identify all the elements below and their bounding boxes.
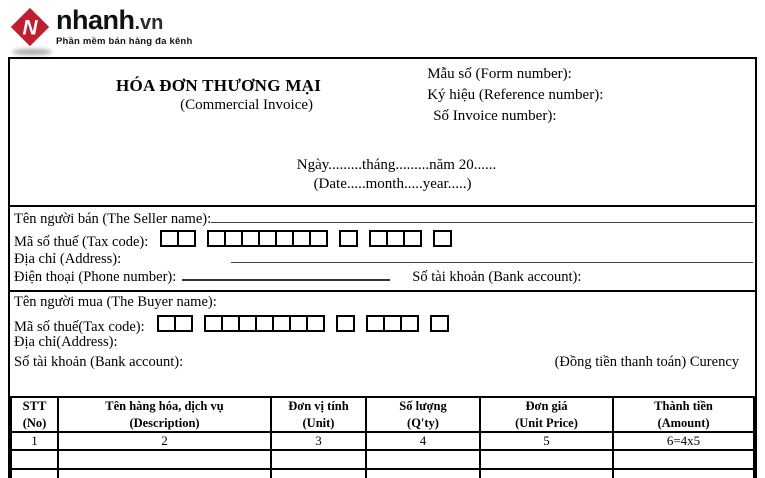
buyer-section [10,290,755,374]
column-index-row [11,432,754,450]
seller-tax-code-boxes [160,230,452,247]
empty-cell [480,469,613,478]
empty-item-row [11,469,754,478]
date-line-en: (Date.....month.....year.....) [313,176,472,192]
seller-phone-fill-line [182,270,390,281]
tax-box-group [207,230,328,247]
col-header-unit: Đơn vị tính (Unit) [271,397,366,432]
tax-box-group [160,230,196,247]
seller-address-fill-line [231,249,753,263]
tax-digit-box [430,315,449,332]
tax-digit-box [306,315,325,332]
empty-item-row [11,450,754,469]
logo-text [56,7,192,47]
nhanh-diamond-icon [10,7,50,47]
empty-cell [11,450,58,469]
index-cell: 4 [366,432,480,450]
seller-name-fill-line [211,209,753,223]
col-header-description: Tên hàng hóa, dịch vụ (Description) [58,397,271,432]
seller-section [10,205,755,290]
brand-name: nhanh [56,5,135,35]
tax-box-group [336,315,355,332]
index-cell: 6=4x5 [613,432,754,450]
buyer-tax-label: Mã số thuế(Tax code): [14,319,145,335]
empty-cell [58,450,271,469]
date-block [10,157,755,193]
seller-phone-label: Điện thoại (Phone number): [14,269,177,285]
tax-digit-box [309,230,328,247]
tax-digit-box [433,230,452,247]
tax-digit-box [339,230,358,247]
tax-box-group [433,230,452,247]
form-number-label: Mẫu số (Form number): [427,66,572,82]
empty-cell [271,469,366,478]
col-header-amount: Thành tiền (Amount) [613,397,754,432]
items-header-row [11,397,754,432]
brand-domain: .vn [134,12,164,34]
col-header-stt: STT (No) [11,397,58,432]
buyer-address-label: Địa chỉ(Address): [14,334,118,350]
brand-tagline: Phần mềm bán hàng đa kênh [56,36,193,47]
tax-box-group [430,315,449,332]
invoice-title-en: (Commercial Invoice) [180,97,314,113]
tax-digit-box [174,315,193,332]
tax-box-group [157,315,193,332]
tax-box-group [339,230,358,247]
empty-cell [271,450,366,469]
date-line-vi: Ngày.........tháng.........năm 20...... [296,157,497,173]
invoice-title-vi: HÓA ĐƠN THƯƠNG MẠI [116,76,322,95]
nhanh-logo-mark [10,7,50,47]
tax-box-group [366,315,419,332]
currency-label: (Đồng tiền thanh toán) Curency [554,354,739,370]
reference-number-label: Ký hiệu (Reference number): [427,87,604,103]
buyer-name-label: Tên người mua (The Buyer name): [14,294,217,310]
seller-name-label: Tên người bán (The Seller name): [14,211,212,227]
seller-tax-label: Mã số thuế (Tax code): [14,234,149,250]
tax-box-group [204,315,325,332]
buyer-bank-label: Số tài khoản (Bank account): [14,354,184,370]
seller-bank-label: Số tài khoản (Bank account): [412,269,582,285]
tax-digit-box [336,315,355,332]
tax-digit-box [177,230,196,247]
svg-text:N: N [22,16,38,40]
empty-cell [11,469,58,478]
logo-shadow [12,49,52,55]
items-table [10,396,755,478]
index-cell: 1 [11,432,58,450]
seller-address-label: Địa chỉ (Address): [14,251,122,267]
nhanh-logo [10,7,192,47]
col-header-quantity: Số lượng (Q'ty) [366,397,480,432]
col-header-unit-price: Đơn giá (Unit Price) [480,397,613,432]
index-cell: 2 [58,432,271,450]
empty-cell [613,469,754,478]
empty-cell [480,450,613,469]
index-cell: 3 [271,432,366,450]
tax-digit-box [403,230,422,247]
invoice-number-label: Số Invoice number): [433,108,557,124]
invoice-form [8,57,757,478]
index-cell: 5 [480,432,613,450]
tax-digit-box [400,315,419,332]
empty-cell [58,469,271,478]
empty-cell [366,450,480,469]
tax-box-group [369,230,422,247]
buyer-tax-code-boxes [157,315,449,332]
empty-cell [366,469,480,478]
empty-cell [613,450,754,469]
invoice-header [10,59,755,205]
